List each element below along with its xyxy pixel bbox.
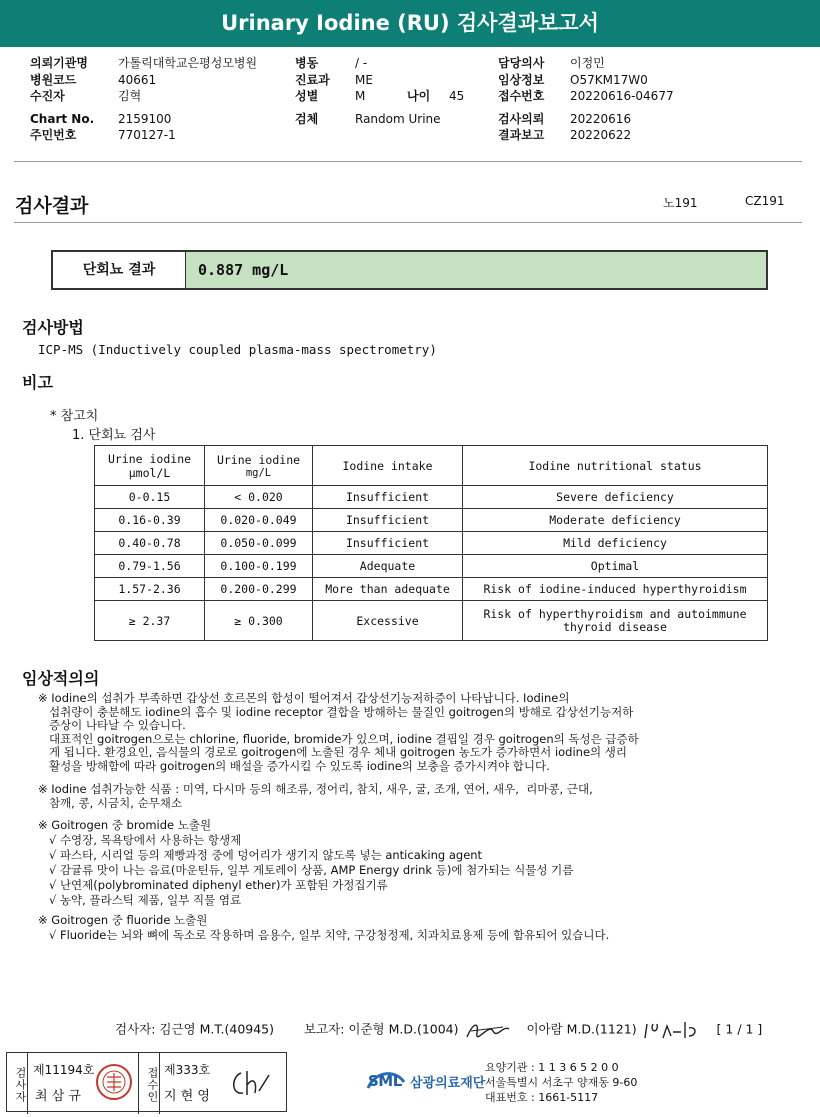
clinical-foods: ※ Iodine 섭취가능한 식품 : 미역, 다시마 등의 해조류, 정어리, 참치, 새우, 굴, 조개, 연어, 새우, 리마콩, 근대, 참깨, 콩, 시금치, 순무채소 [38,782,593,810]
test-code: 노191 [663,196,698,210]
test-code: CZ191 [745,194,785,208]
organization-info [485,1060,637,1105]
info-label: 수진자 [30,89,65,103]
info-label: 담당의사 [498,56,545,70]
info-value: 이정민 [570,56,605,70]
age-value: 45 [449,89,465,103]
organization-name: 삼광의료재단 [410,1075,486,1091]
receiver-name: 지 현 영 [164,1089,210,1104]
reference-heading: * 참고치 [50,409,99,424]
phone: 대표번호 : 1661-5117 [485,1091,599,1104]
info-label: Chart No. [30,111,95,126]
info-label: 병원코드 [30,72,77,87]
patient-info-col1 [30,55,257,144]
clinical-paragraph: ※ Iodine의 섭취가 부족하면 갑상선 호르몬의 합성이 떨어져서 갑상선기능저하증이 나타납니다. Iodine의 섭취량이 충분해도 iodine의 흡수 및 iodine receptor 결합을 방해하는 물질인 goitrogen의 방해로 갑상선기능저하 증상이 나타날 수 있습니다. 대표적인 goitrogen으로는 chlorine, fluoride, bromide가 있으며, iodine 결핍일 경우 goitrogen의 독성은 급증하 게 됩니다. 환경요인, 음식물의 경로로 goitrogen에 노출된 경우 체내 goitrogen 농도가 증가하면서 iodine의 생리 활성을 방해함에 따라 goitrogen의 배설을 증가시킬 수 있도록 iodine의 보충을 증가시켜야 합니다. [38,691,639,773]
section-title-results: 검사결과 [15,195,89,217]
seal-stamp-icon [95,1063,133,1101]
patient-info-col2 [295,55,464,127]
reporter2-signature: 이아람 M.D.(1121) [526,1021,637,1037]
stamp-box [6,1052,287,1112]
reference-subheading: 1. 단회뇨 검사 [72,428,156,443]
result-value: 0.887 mg/L [186,252,766,288]
table-header: Urine iodine mg/L [205,446,313,486]
result-label: 단회뇨 결과 [53,252,186,288]
info-value: 김혁 [118,89,142,103]
logo-text: SML [368,1072,402,1090]
table-header: Urine iodine μmol/L [95,446,205,486]
handwritten-signature-icon [229,1067,275,1101]
info-value: 40661 [118,72,157,87]
institution-code: 요양기관 : 1 1 3 6 5 2 0 0 [485,1061,619,1074]
receiver-box-label: 접수인 [138,1053,160,1114]
info-label: 접수번호 [498,89,545,103]
reference-table [94,445,768,641]
info-value: ME [355,72,373,87]
divider [14,222,802,223]
clinical-bromide: ※ Goitrogen 중 bromide 노출원 √ 수영장, 목욕탕에서 사용하는 항생제 √ 파스타, 시리얼 등의 제빵과정 중에 덩어리가 생기지 않도록 넣는 anticaking agent √ 감귤류 맛이 나는 음료(마운틴듀, 일부 게토레이 상품, AMP Energy drink 등)에 첨가되는 식물성 기름 √ 난연제(polybrominated diphenyl ether)가 포함된 가정집기류 √ 농약, 플라스틱 제품, 일부 직물 염료 [38,818,574,907]
info-value: 20220622 [570,128,632,142]
info-label: 결과보고 [498,128,545,142]
info-label: 주민번호 [30,128,77,142]
info-label: 검체 [295,111,319,126]
table-row: 1.57-2.36 0.200-0.299 More than adequate Risk of iodine-induced hyperthyroidism [95,578,768,601]
tester-license: 제11194호 [33,1063,95,1077]
section-title-clinical: 임상적의의 [22,669,100,688]
info-value: 20220616 [570,111,632,126]
info-value: 20220616-04677 [570,89,674,103]
table-header: Iodine intake [313,446,463,486]
reporter-signature: 보고자: 이준형 M.D.(1004) [303,1021,459,1037]
info-value: 770127-1 [118,128,176,142]
info-value: O57KM17W0 [570,72,648,87]
info-value: Random Urine [355,111,441,126]
table-row: ≥ 2.37 ≥ 0.300 Excessive Risk of hyperthyroidism and autoimmune thyroid disease [95,601,768,641]
info-value: / - [355,56,368,70]
clinical-fluoride: ※ Goitrogen 중 fluoride 노출원 √ Fluoride는 뇌와 뼈에 독소로 작용하며 음용수, 일부 치약, 구강청정제, 치과치료용제 등에 함유되어 있습니다. [38,913,610,942]
page-indicator: [ 1 / 1 ] [716,1021,763,1037]
info-label: 검사의뢰 [498,111,545,126]
method-text: ICP-MS (Inductively coupled plasma-mass spectrometry) [38,342,437,357]
signature-line [115,1018,762,1042]
info-value: M [355,89,366,103]
info-label: 의뢰기관명 [30,56,88,70]
info-label: 진료과 [295,72,330,87]
result-box [51,250,768,290]
tester-box-label: 검사자 [7,1053,28,1114]
tester-signature: 검사자: 김근영 M.T.(40945) [115,1021,275,1037]
table-header: Iodine nutritional status [463,446,768,486]
address: 서울특별시 서초구 양재동 9-60 [485,1076,638,1089]
handwritten-signature-icon [641,1018,703,1042]
info-label: 임상정보 [498,72,545,87]
organization-logo [366,1068,485,1094]
table-row: 0.16-0.39 0.020-0.049 Insufficient Moderate deficiency [95,509,768,532]
handwritten-signature-icon [463,1019,513,1041]
info-label: 성별 [295,89,319,103]
age-label: 나이 [407,89,431,103]
info-value: 2159100 [118,111,172,126]
divider [14,161,802,162]
info-label: 병동 [295,56,319,70]
table-row: 0.79-1.56 0.100-0.199 Adequate Optimal [95,555,768,578]
section-title-method: 검사방법 [22,318,84,337]
table-row: 0.40-0.78 0.050-0.099 Insufficient Mild deficiency [95,532,768,555]
table-row: 0-0.15 < 0.020 Insufficient Severe deficiency [95,486,768,509]
tester-name: 최 삼 규 [35,1089,81,1104]
receiver-license: 제333호 [164,1063,211,1077]
section-title-remarks: 비고 [22,373,53,392]
report-title: Urinary Iodine (RU) 검사결과보고서 [0,0,820,47]
patient-info-col3 [498,55,674,144]
info-value: 가톨릭대학교은평성모병원 [118,56,258,70]
